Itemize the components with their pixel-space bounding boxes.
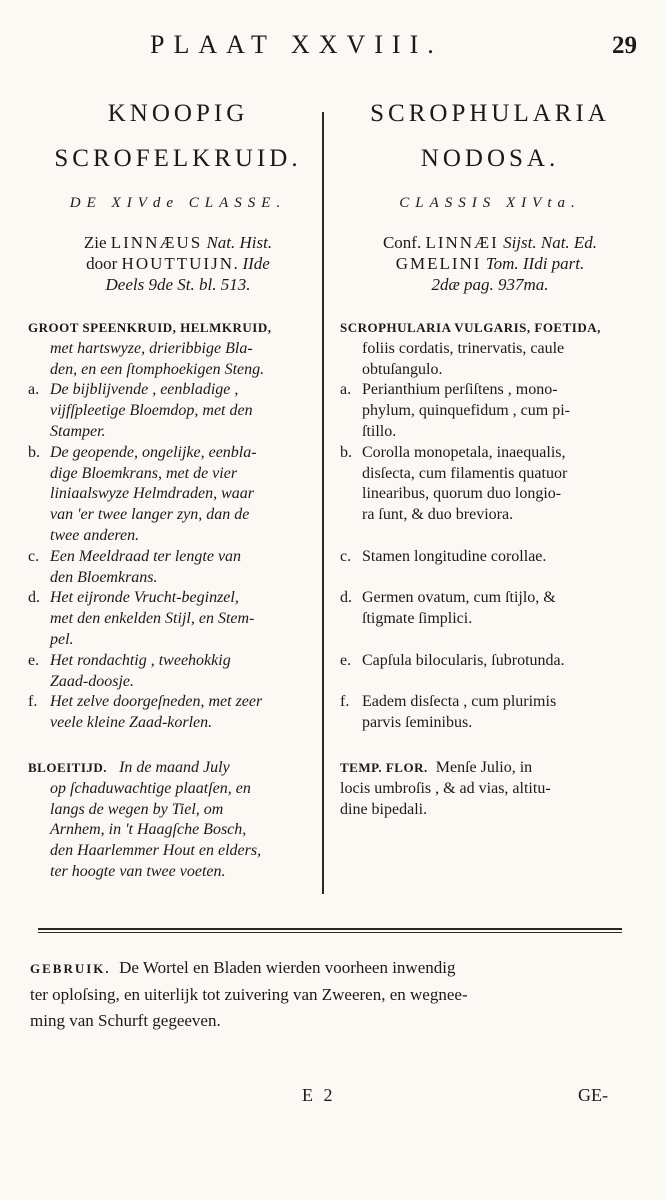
item-letter: c. bbox=[28, 547, 40, 565]
text-line: pel. bbox=[50, 630, 74, 648]
text-line: parvis ſeminibus. bbox=[362, 714, 473, 732]
right-description bbox=[340, 318, 640, 734]
text-line: disſecta, cum filamentis quatuor bbox=[362, 464, 568, 482]
text-line: Corolla monopetala, inaequalis, bbox=[362, 443, 566, 461]
item-letter: e. bbox=[28, 651, 40, 669]
left-item-e bbox=[28, 651, 328, 693]
left-item-c bbox=[28, 547, 328, 589]
text-line: ter hoogte van twee voeten. bbox=[50, 862, 226, 880]
ref-author: GMELINI bbox=[395, 254, 482, 273]
text-line: De bijblijvende , eenbladige , bbox=[50, 381, 239, 399]
text-line: linearibus, quorum duo longio- bbox=[362, 485, 562, 503]
ref-text: Conf. bbox=[382, 233, 426, 252]
ref-page: Deels 9de St. bl. 513. bbox=[105, 275, 251, 294]
text-line: Het zelve doorgeſneden, met zeer bbox=[50, 693, 263, 711]
text-line: In de maand July bbox=[119, 759, 230, 776]
text-line: Het rondachtig , tweehokkig bbox=[50, 651, 231, 669]
ref-work: . IIde bbox=[233, 254, 270, 273]
item-letter: d. bbox=[340, 589, 352, 607]
right-item-b bbox=[340, 443, 640, 526]
bloeitijd-lead: BLOEITIJD. bbox=[28, 760, 108, 775]
text-line: obtuſangulo. bbox=[362, 360, 443, 378]
ref-page: 2dæ pag. 937ma. bbox=[431, 275, 549, 294]
right-intro-lead: SCROPHULARIA VULGARIS, FOETIDA, bbox=[340, 320, 601, 335]
right-intro bbox=[340, 318, 640, 380]
left-item-a bbox=[28, 380, 328, 442]
left-item-d bbox=[28, 588, 328, 650]
usage-paragraph bbox=[30, 955, 630, 1034]
catchword: GE- bbox=[578, 1085, 608, 1105]
text-line: De Wortel en Bladen wierden voorheen inwendig bbox=[119, 958, 456, 977]
text-line: locis umbroſis , & ad vias, altitu- bbox=[340, 779, 551, 797]
right-item-f bbox=[340, 692, 640, 734]
text-line: Arnhem, in 't Haagſche Bosch, bbox=[50, 821, 247, 839]
item-letter: e. bbox=[340, 651, 352, 669]
page-number: 29 bbox=[612, 32, 637, 59]
left-intro-lead: GROOT SPEENKRUID, HELMKRUID, bbox=[28, 320, 272, 335]
text-line: vijfſpleetige Bloemdop, met den bbox=[50, 402, 253, 420]
text-line: De geopende, ongelijke, eenbla- bbox=[50, 443, 257, 461]
right-item-e bbox=[340, 651, 640, 672]
temp-flor-lead: TEMP. FLOR. bbox=[340, 760, 428, 775]
right-item-c bbox=[340, 547, 640, 568]
left-bloeitijd bbox=[28, 758, 328, 883]
left-title-line1: KNOOPIG bbox=[107, 100, 249, 127]
signature-mark: E 2 bbox=[302, 1085, 336, 1105]
text-line: den Bloemkrans. bbox=[50, 568, 158, 586]
left-description bbox=[28, 318, 328, 734]
ref-work: Sijst. Nat. Ed. bbox=[498, 233, 598, 252]
text-line: met hartswyze, drieribbige Bla- bbox=[50, 339, 253, 357]
text-line: phylum, quinquefidum , cum pi- bbox=[362, 402, 570, 420]
right-title-line2: NODOSA. bbox=[420, 145, 560, 172]
usage-lead: GEBRUIK. bbox=[30, 961, 111, 976]
text-line: Zaad-doosje. bbox=[50, 672, 134, 690]
ref-work: Nat. Hist. bbox=[202, 233, 273, 252]
text-line: den Haarlemmer Hout en elders, bbox=[50, 842, 262, 860]
text-line: den, en een ſtomphoekigen Steng. bbox=[50, 360, 265, 378]
text-line: met den enkelden Stijl, en Stem- bbox=[50, 610, 255, 628]
left-classe: DE XIVde CLASSE. bbox=[69, 195, 287, 211]
ref-text: door bbox=[86, 254, 122, 273]
ref-author: LINNÆUS bbox=[110, 233, 203, 252]
text-line: ſtillo. bbox=[362, 422, 397, 440]
text-line: ter oploſsing, en uiterlijk tot zuivering van Zweeren, en wegnee- bbox=[30, 985, 468, 1004]
ref-work: Tom. IIdi part. bbox=[481, 254, 585, 273]
text-line: Een Meeldraad ter lengte van bbox=[50, 547, 242, 565]
text-line: dine bipedali. bbox=[340, 800, 428, 818]
item-letter: b. bbox=[28, 443, 40, 461]
item-letter: b. bbox=[340, 443, 352, 461]
text-line: van 'er twee langer zyn, dan de bbox=[50, 506, 250, 524]
text-line: Capſula bilocularis, ſubrotunda. bbox=[362, 651, 565, 669]
right-item-a bbox=[340, 380, 640, 442]
ref-author: LINNÆI bbox=[425, 233, 499, 252]
item-letter: c. bbox=[340, 547, 352, 565]
item-letter: a. bbox=[28, 381, 40, 399]
item-letter: d. bbox=[28, 589, 40, 607]
section-rule-thin bbox=[38, 932, 622, 933]
text-line: ſtigmate ſimplici. bbox=[362, 610, 473, 628]
right-reference bbox=[340, 232, 640, 295]
ref-text: Zie bbox=[83, 233, 111, 252]
text-line: Perianthium perſiſtens , mono- bbox=[362, 381, 558, 399]
item-letter: f. bbox=[28, 693, 38, 711]
plate-heading: PLAAT XXVIII. bbox=[150, 30, 443, 59]
text-line: Eadem disſecta , cum plurimis bbox=[362, 693, 557, 711]
text-line: twee anderen. bbox=[50, 526, 140, 544]
text-line: dige Bloemkrans, met de vier bbox=[50, 464, 238, 482]
section-rule-thick bbox=[38, 928, 622, 930]
left-item-f bbox=[28, 692, 328, 734]
item-letter: f. bbox=[340, 693, 350, 711]
item-letter: a. bbox=[340, 381, 352, 399]
text-line: liniaalswyze Helmdraden, waar bbox=[50, 485, 254, 503]
text-line: Menſe Julio, in bbox=[435, 759, 533, 776]
left-item-b bbox=[28, 443, 328, 547]
text-line: foliis cordatis, trinervatis, caule bbox=[362, 339, 565, 357]
right-classe: CLASSIS XIVta. bbox=[399, 195, 581, 211]
right-temp-flor bbox=[340, 758, 640, 820]
text-line: Stamper. bbox=[50, 422, 106, 440]
left-reference bbox=[28, 232, 328, 295]
text-line: op ſchaduwachtige plaatſen, en bbox=[50, 779, 251, 797]
right-item-d bbox=[340, 588, 640, 630]
right-title-line1: SCROPHULARIA bbox=[370, 100, 610, 127]
text-line: langs de wegen by Tiel, om bbox=[50, 800, 224, 818]
text-line: ming van Schurft gegeeven. bbox=[30, 1011, 221, 1030]
text-line: ra ſunt, & duo breviora. bbox=[362, 506, 514, 524]
left-intro bbox=[28, 318, 328, 380]
text-line: Stamen longitudine corollae. bbox=[362, 547, 547, 565]
left-title-line2: SCROFELKRUID. bbox=[54, 145, 302, 172]
text-line: Germen ovatum, cum ſtijlo, & bbox=[362, 589, 556, 607]
ref-author: HOUTTUIJN bbox=[121, 254, 234, 273]
text-line: veele kleine Zaad-korlen. bbox=[50, 714, 213, 732]
text-line: Het eijronde Vrucht-beginzel, bbox=[50, 589, 239, 607]
